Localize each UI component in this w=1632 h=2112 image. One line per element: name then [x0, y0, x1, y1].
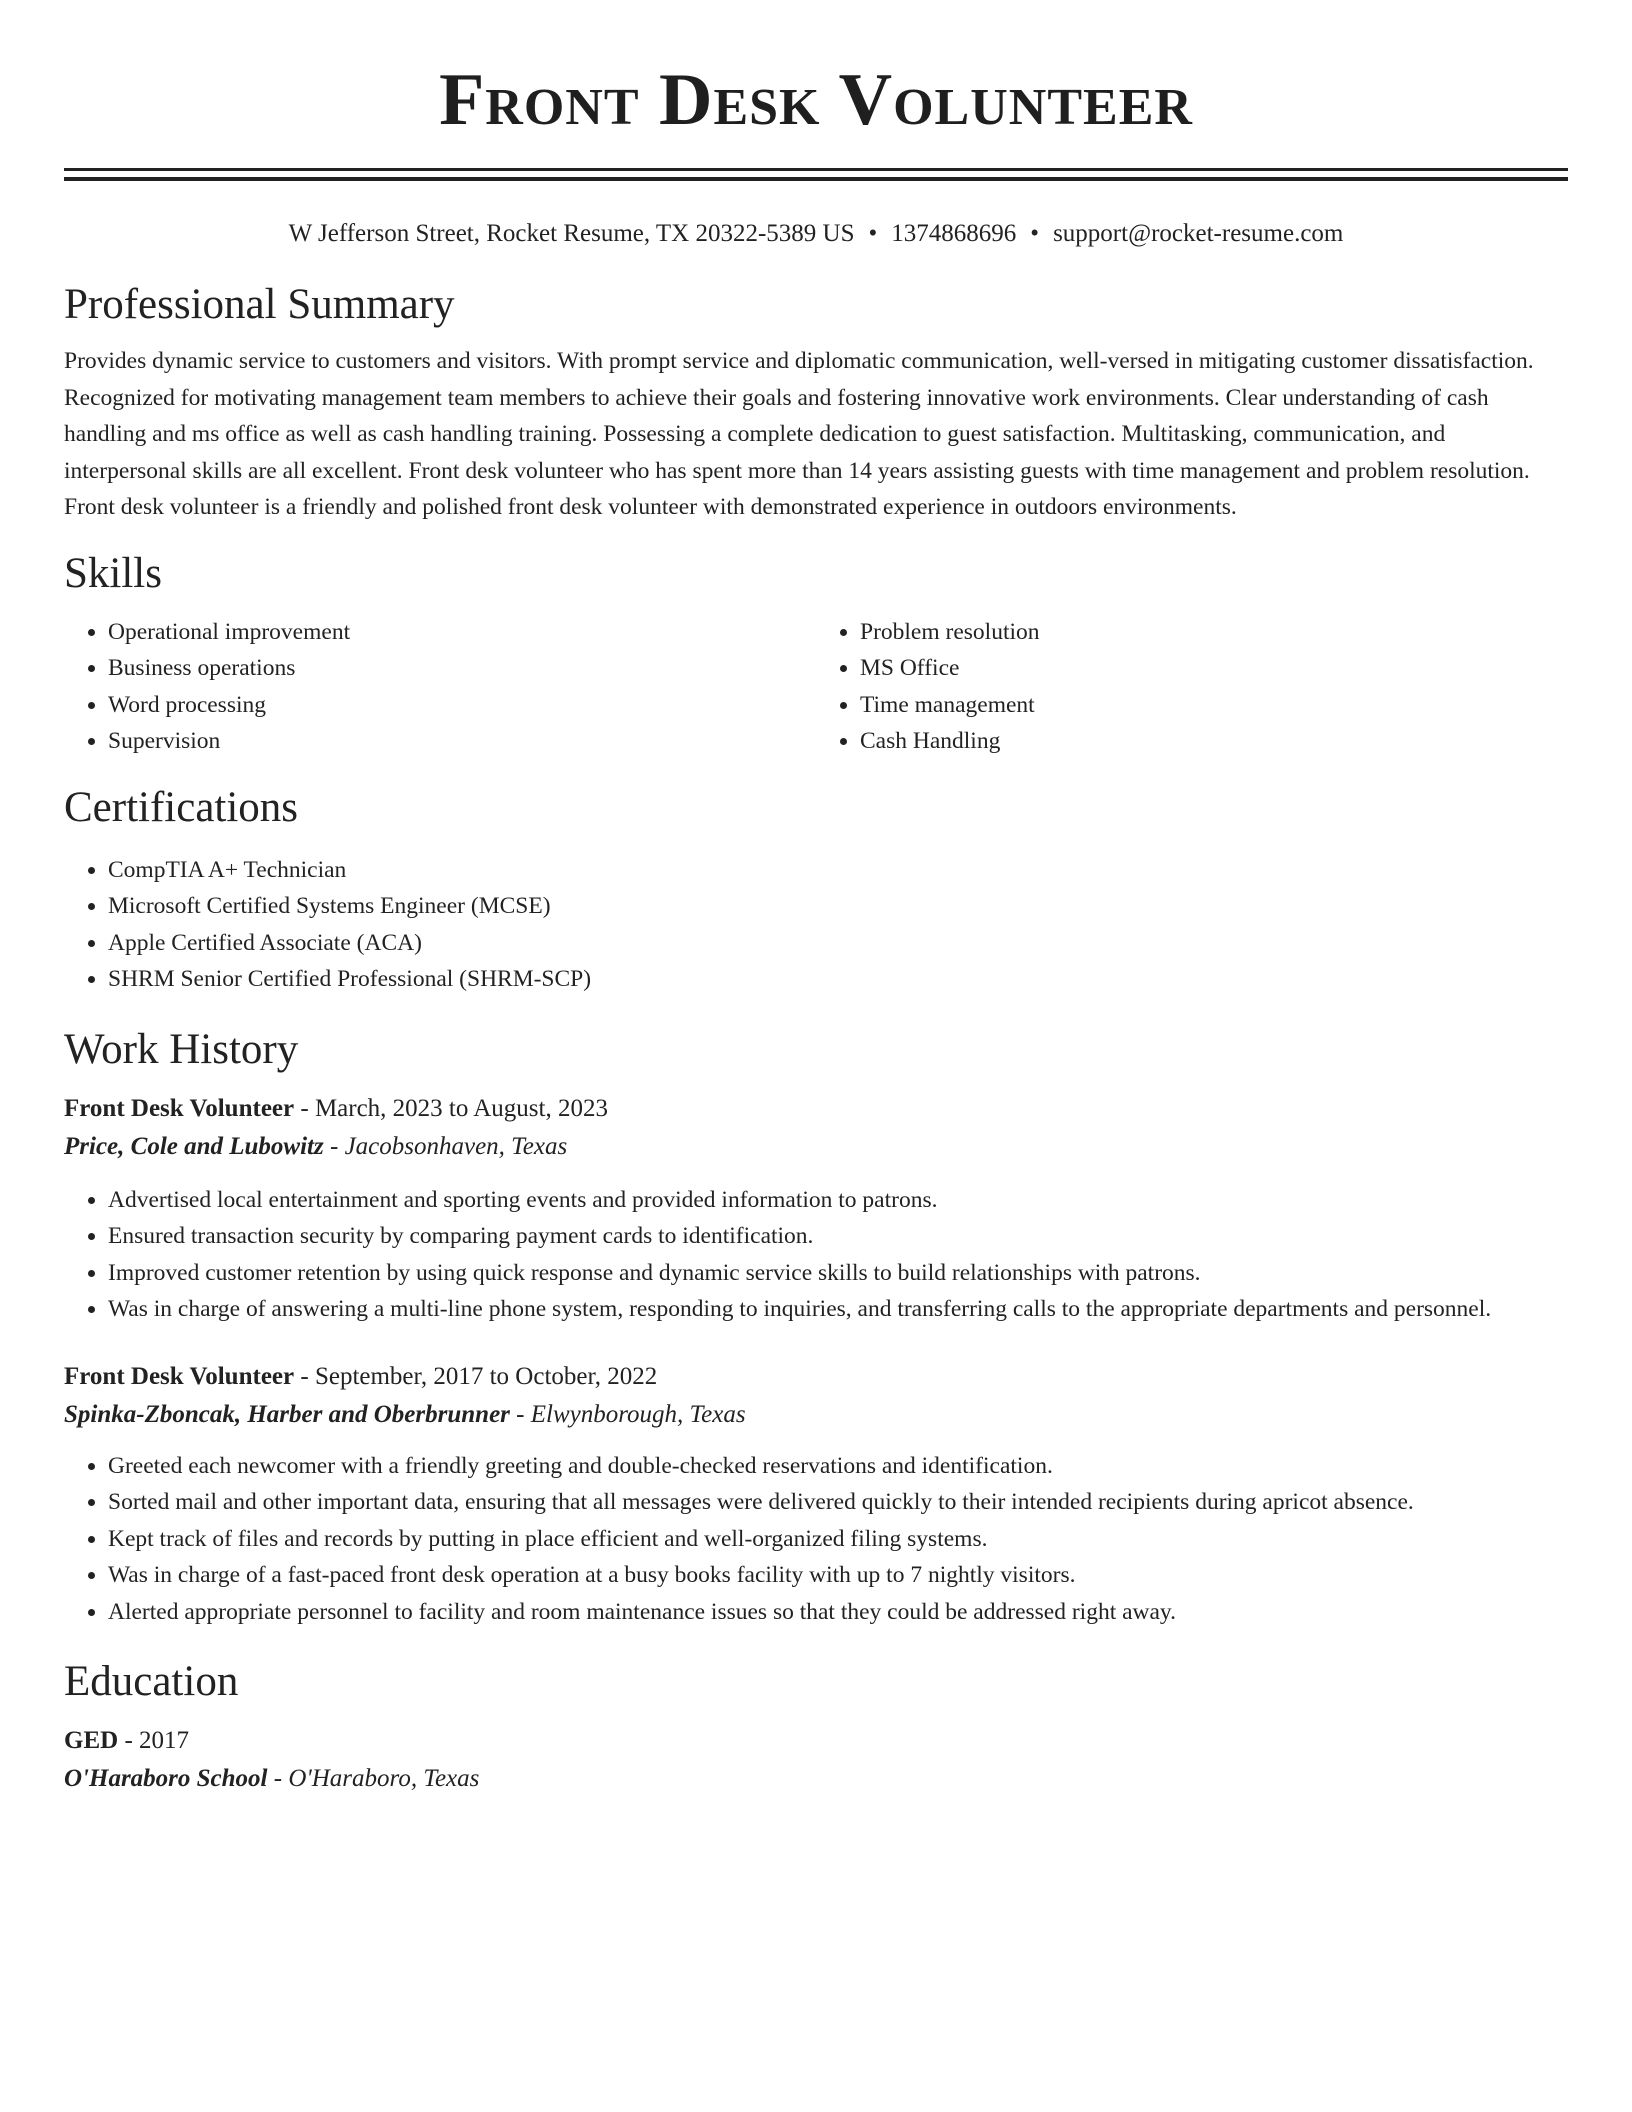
job-separator: - [323, 1132, 345, 1160]
education-heading: Education [64, 1658, 239, 1705]
certifications-section [64, 782, 1568, 998]
education-location: O'Haraboro, Texas [288, 1765, 480, 1792]
education-degree-line [64, 1722, 1568, 1760]
skill-item: • Supervision [108, 723, 816, 760]
job-employer-line [64, 1396, 1568, 1434]
job-bullet: • Greeted each newcomer with a friendly greeting and double-checked reservations and identification. [108, 1448, 1568, 1485]
certification-item: • CompTIA A+ Technician [108, 852, 1568, 889]
job-employer-line [64, 1128, 1568, 1166]
skill-item: • Cash Handling [860, 723, 1568, 760]
certification-item: • Apple Certified Associate (ACA) [108, 925, 1568, 962]
job-bullet: • Sorted mail and other important data, ensuring that all messages were delivered quickly to their intended recipients during apricot absence. [108, 1484, 1568, 1521]
certification-item: • Microsoft Certified Systems Engineer (MCSE) [108, 888, 1568, 925]
contact-address: W Jefferson Street, Rocket Resume, TX 20322-5389 US [288, 220, 855, 247]
skills-list-left [64, 614, 816, 760]
job-bullets [64, 1182, 1568, 1328]
job-location: Elwynborough, Texas [530, 1400, 746, 1428]
education-school-line [64, 1760, 1568, 1798]
job-employer: Price, Cole and Lubowitz [64, 1132, 324, 1160]
summary-heading: Professional Summary [64, 281, 455, 328]
job-location: Jacobsonhaven, Texas [344, 1132, 568, 1160]
job-dates: March, 2023 to August, 2023 [314, 1094, 608, 1122]
contact-separator: • [868, 220, 878, 247]
education-school: O'Haraboro School [64, 1765, 268, 1792]
skills-list-right [816, 614, 1568, 760]
job-bullet: • Kept track of files and records by putting in place efficient and well-organized filing systems. [108, 1521, 1568, 1558]
resume-name: Front Desk Volunteer [439, 59, 1193, 141]
skill-item: • Problem resolution [860, 614, 1568, 651]
work-history-section [64, 1024, 1568, 1631]
education-year: 2017 [139, 1727, 190, 1754]
skills-columns [64, 614, 1568, 760]
certifications-heading: Certifications [64, 783, 299, 831]
job-separator: - [294, 1094, 315, 1122]
header-rule-bottom [64, 177, 1568, 181]
job-bullet: • Advertised local entertainment and sporting events and provided information to patrons. [108, 1182, 1568, 1219]
job-separator: - [509, 1400, 531, 1428]
certifications-list [64, 852, 1568, 998]
contact-separator: • [1030, 220, 1040, 247]
job-role: Front Desk Volunteer [64, 1362, 295, 1390]
contact-line [64, 219, 1568, 249]
certification-item: • SHRM Senior Certified Professional (SHRM-SCP) [108, 961, 1568, 998]
job-title-line [64, 1358, 1568, 1396]
skills-heading: Skills [64, 549, 162, 597]
job-bullet: • Was in charge of a fast-paced front desk operation at a busy books facility with up to 7 nightly visitors. [108, 1557, 1568, 1594]
education-degree: GED [64, 1727, 119, 1754]
skill-item: • Operational improvement [108, 614, 816, 651]
skill-item: • Time management [860, 687, 1568, 724]
summary-section [64, 279, 1568, 526]
contact-email: support@rocket-resume.com [1053, 220, 1344, 247]
job-bullet: • Alerted appropriate personnel to facility and room maintenance issues so that they could be addressed right away. [108, 1594, 1568, 1631]
education-section [64, 1656, 1568, 1798]
work-history-heading: Work History [64, 1025, 299, 1073]
skill-item: • MS Office [860, 650, 1568, 687]
job-entry [64, 1358, 1568, 1631]
skill-item: • Word processing [108, 687, 816, 724]
job-separator: - [294, 1362, 315, 1390]
job-bullet: • Was in charge of answering a multi-line phone system, responding to inquiries, and transferring calls to the appropriate departments and personnel. [108, 1291, 1568, 1328]
job-bullet: • Ensured transaction security by comparing payment cards to identification. [108, 1218, 1568, 1255]
contact-phone: 1374868696 [891, 220, 1017, 247]
education-separator: - [118, 1727, 140, 1754]
job-role: Front Desk Volunteer [64, 1094, 295, 1122]
job-entry [64, 1090, 1568, 1328]
header-rule-top [64, 168, 1568, 171]
job-title-line [64, 1090, 1568, 1128]
job-bullet: • Improved customer retention by using quick response and dynamic service skills to build relationships with patrons. [108, 1255, 1568, 1292]
skills-section [64, 548, 1568, 760]
job-dates: September, 2017 to October, 2022 [314, 1362, 658, 1390]
summary-text: Provides dynamic service to customers and visitors. With prompt service and diplomatic communication, well-versed in mitigating customer dissatisfaction. Recognized for motivating management team members to achieve their goals and fostering innovative work environments. Clear understanding of cash handling and ms office as well as cash handling training. Possessing a complete dedication to guest satisfaction. Multitasking, communication, and interpersonal skills are all excellent. Front desk volunteer who has spent more than 14 years assisting guests with time management and problem resolution. Front desk volunteer is a friendly and polished front desk volunteer with demonstrated experience in outdoors environments. [64, 348, 1534, 520]
job-employer: Spinka-Zboncak, Harber and Oberbrunner [64, 1400, 510, 1428]
skill-item: • Business operations [108, 650, 816, 687]
education-separator: - [267, 1765, 289, 1792]
job-bullets [64, 1448, 1568, 1631]
